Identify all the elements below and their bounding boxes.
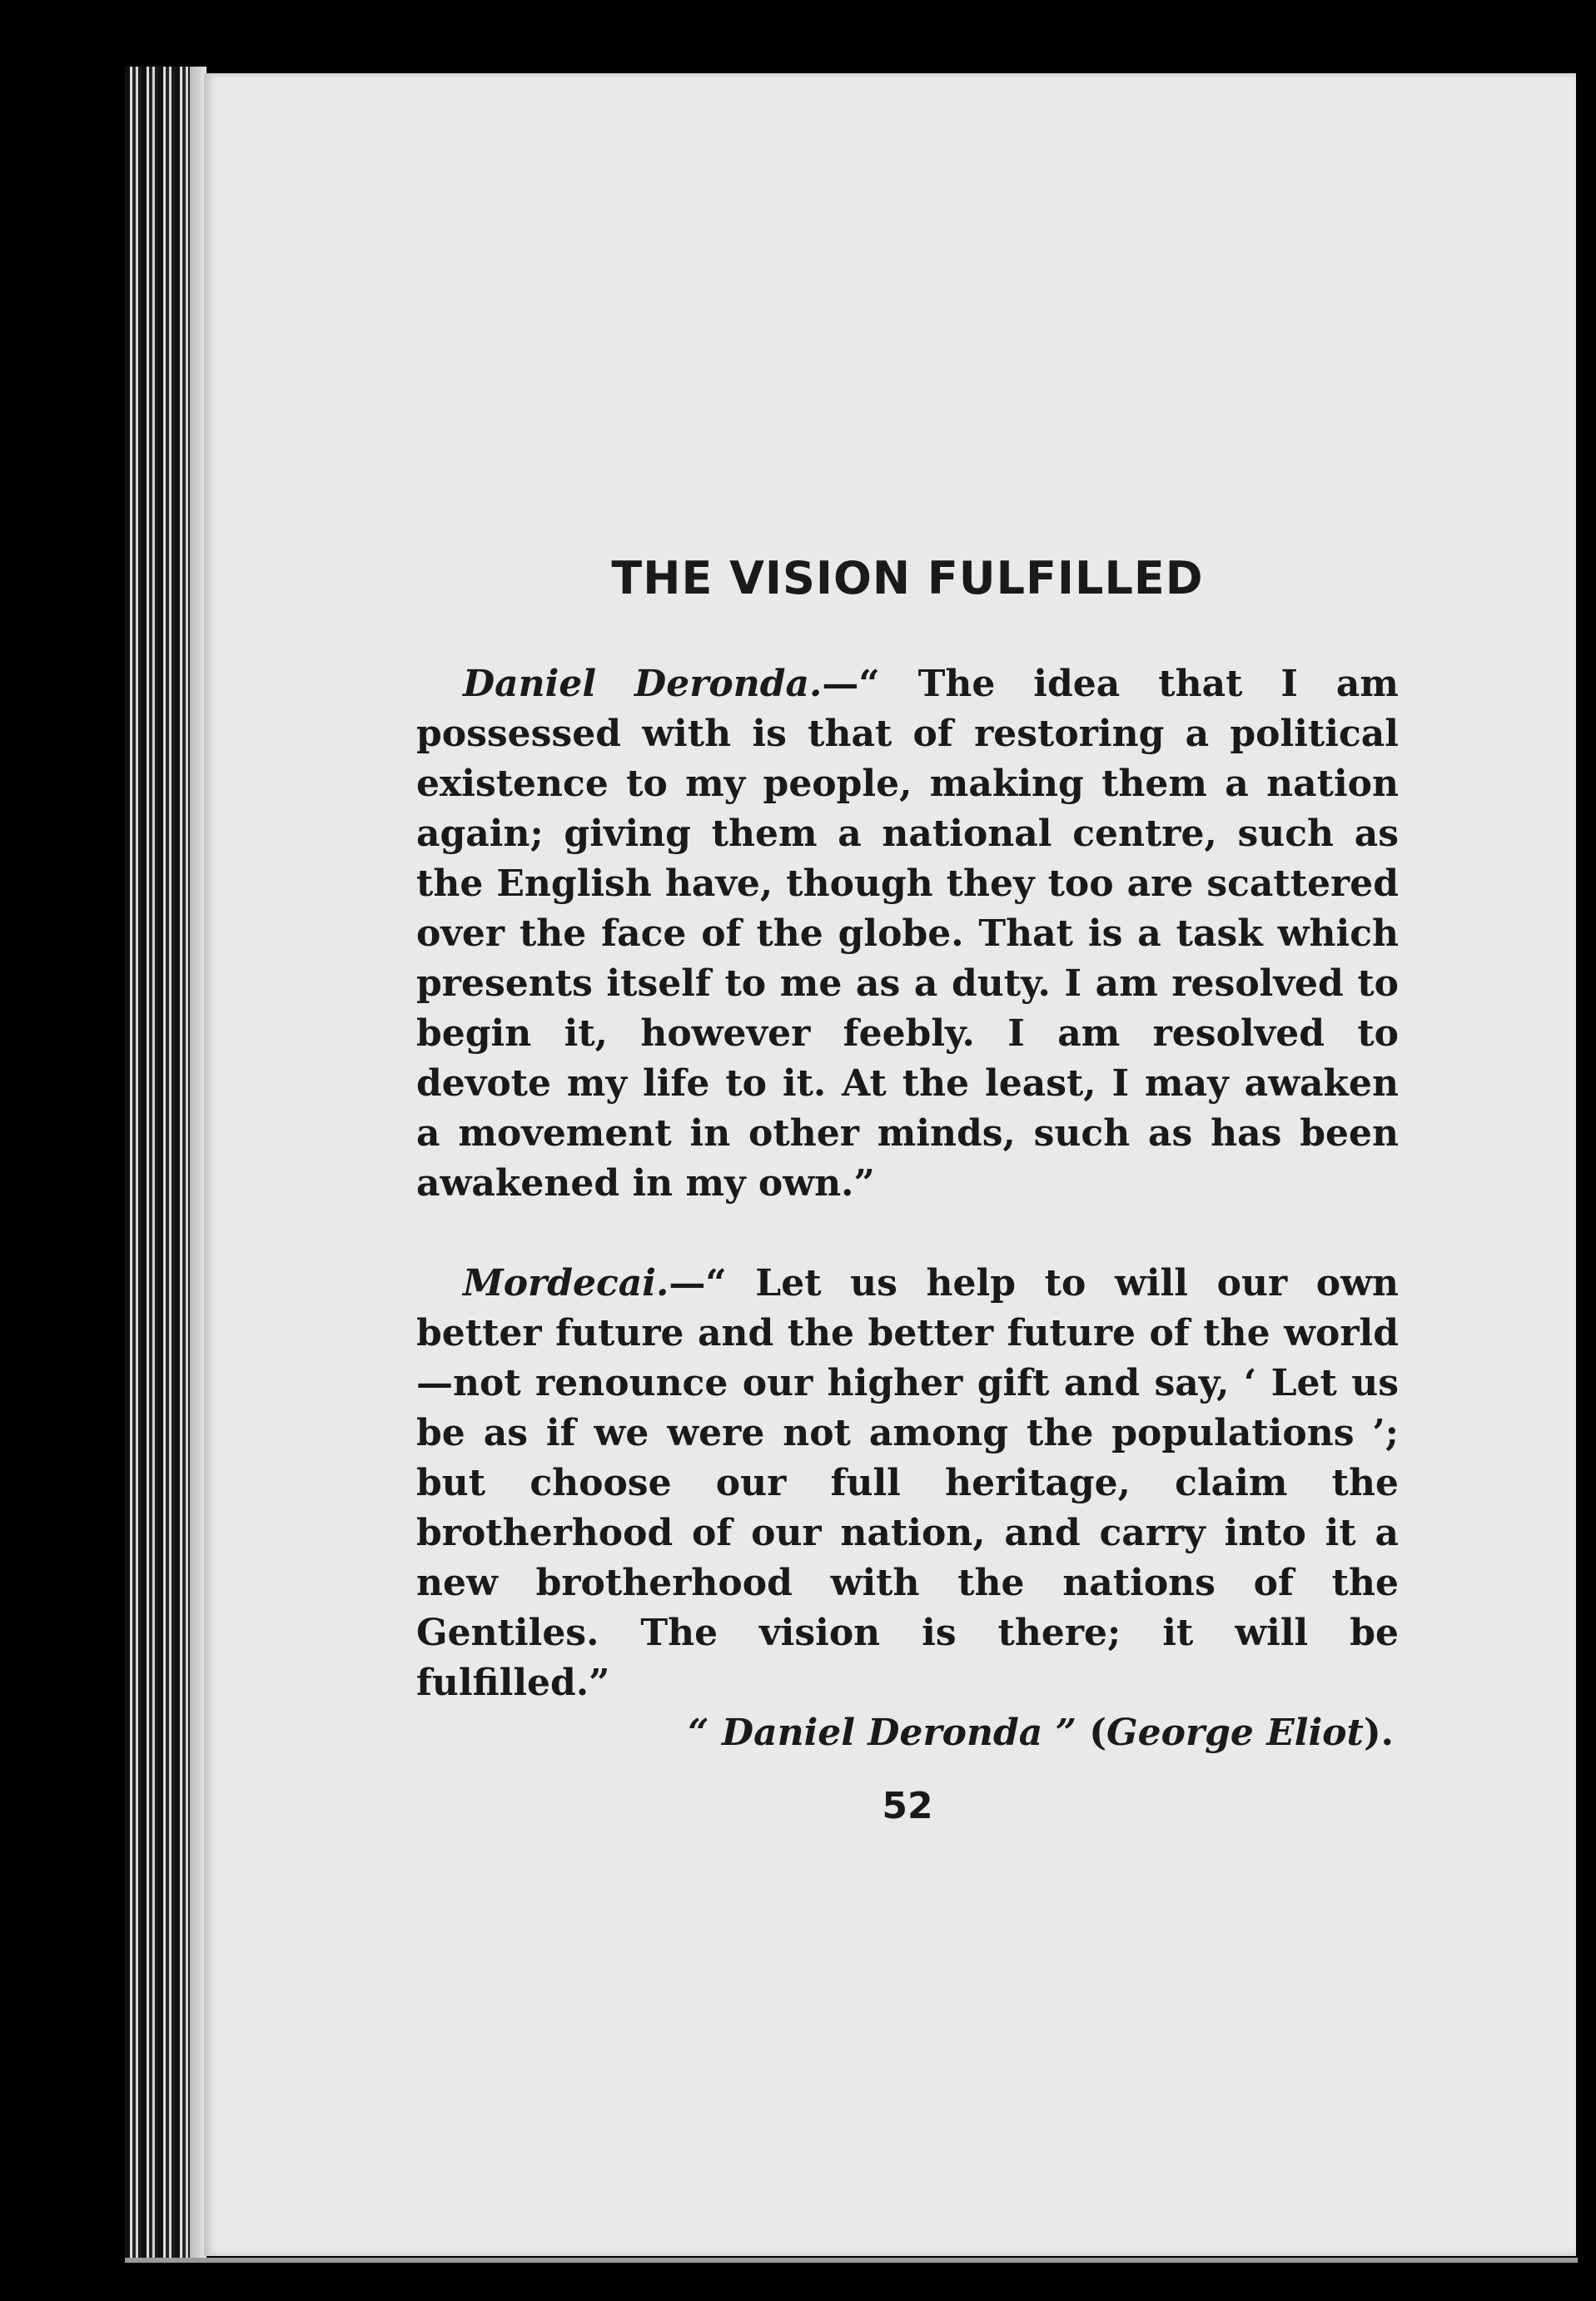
speaker-name: Daniel Deronda. — [463, 663, 823, 705]
attribution-work: “ Daniel Deronda ” — [688, 1712, 1076, 1754]
attribution — [416, 1708, 1399, 1758]
page-bottom-edge — [125, 2258, 1578, 2263]
speaker-name: Mordecai. — [463, 1262, 669, 1305]
paragraph-text: —“ The idea that I am possessed with is that of restoring a political existence to my people, making them a nation again; giving them a national centre, such as the English have, though they too are scattered over the face of the globe. That is a task which presents itself to me as a duty. I am resolved to begin it, however feebly. I am resolved to devote my life to it. At the least, I may awaken a movement in other minds, such as has been awakened in my own.” — [416, 663, 1399, 1205]
page-title: THE VISION FULFILLED — [611, 552, 1204, 604]
paragraph-text: —“ Let us help to will our own better future and the better future of the world—not renounce our higher gift and say, ‘ Let us be as if we were not among the populations ’; but choose our full heritage, claim the brotherhood of our nation, and carry into it a new brotherhood with the nations of the Gentiles. The vision is there; it will be fulfilled.” — [416, 1262, 1399, 1704]
attribution-open-paren: ( — [1076, 1712, 1107, 1754]
paragraph-daniel-deronda — [416, 659, 1399, 1209]
attribution-author: George Eliot — [1106, 1712, 1364, 1754]
page-text-block — [416, 552, 1399, 1827]
page-number: 52 — [882, 1785, 933, 1827]
attribution-close-paren: ). — [1363, 1712, 1394, 1754]
paragraph-mordecai — [416, 1259, 1399, 1708]
